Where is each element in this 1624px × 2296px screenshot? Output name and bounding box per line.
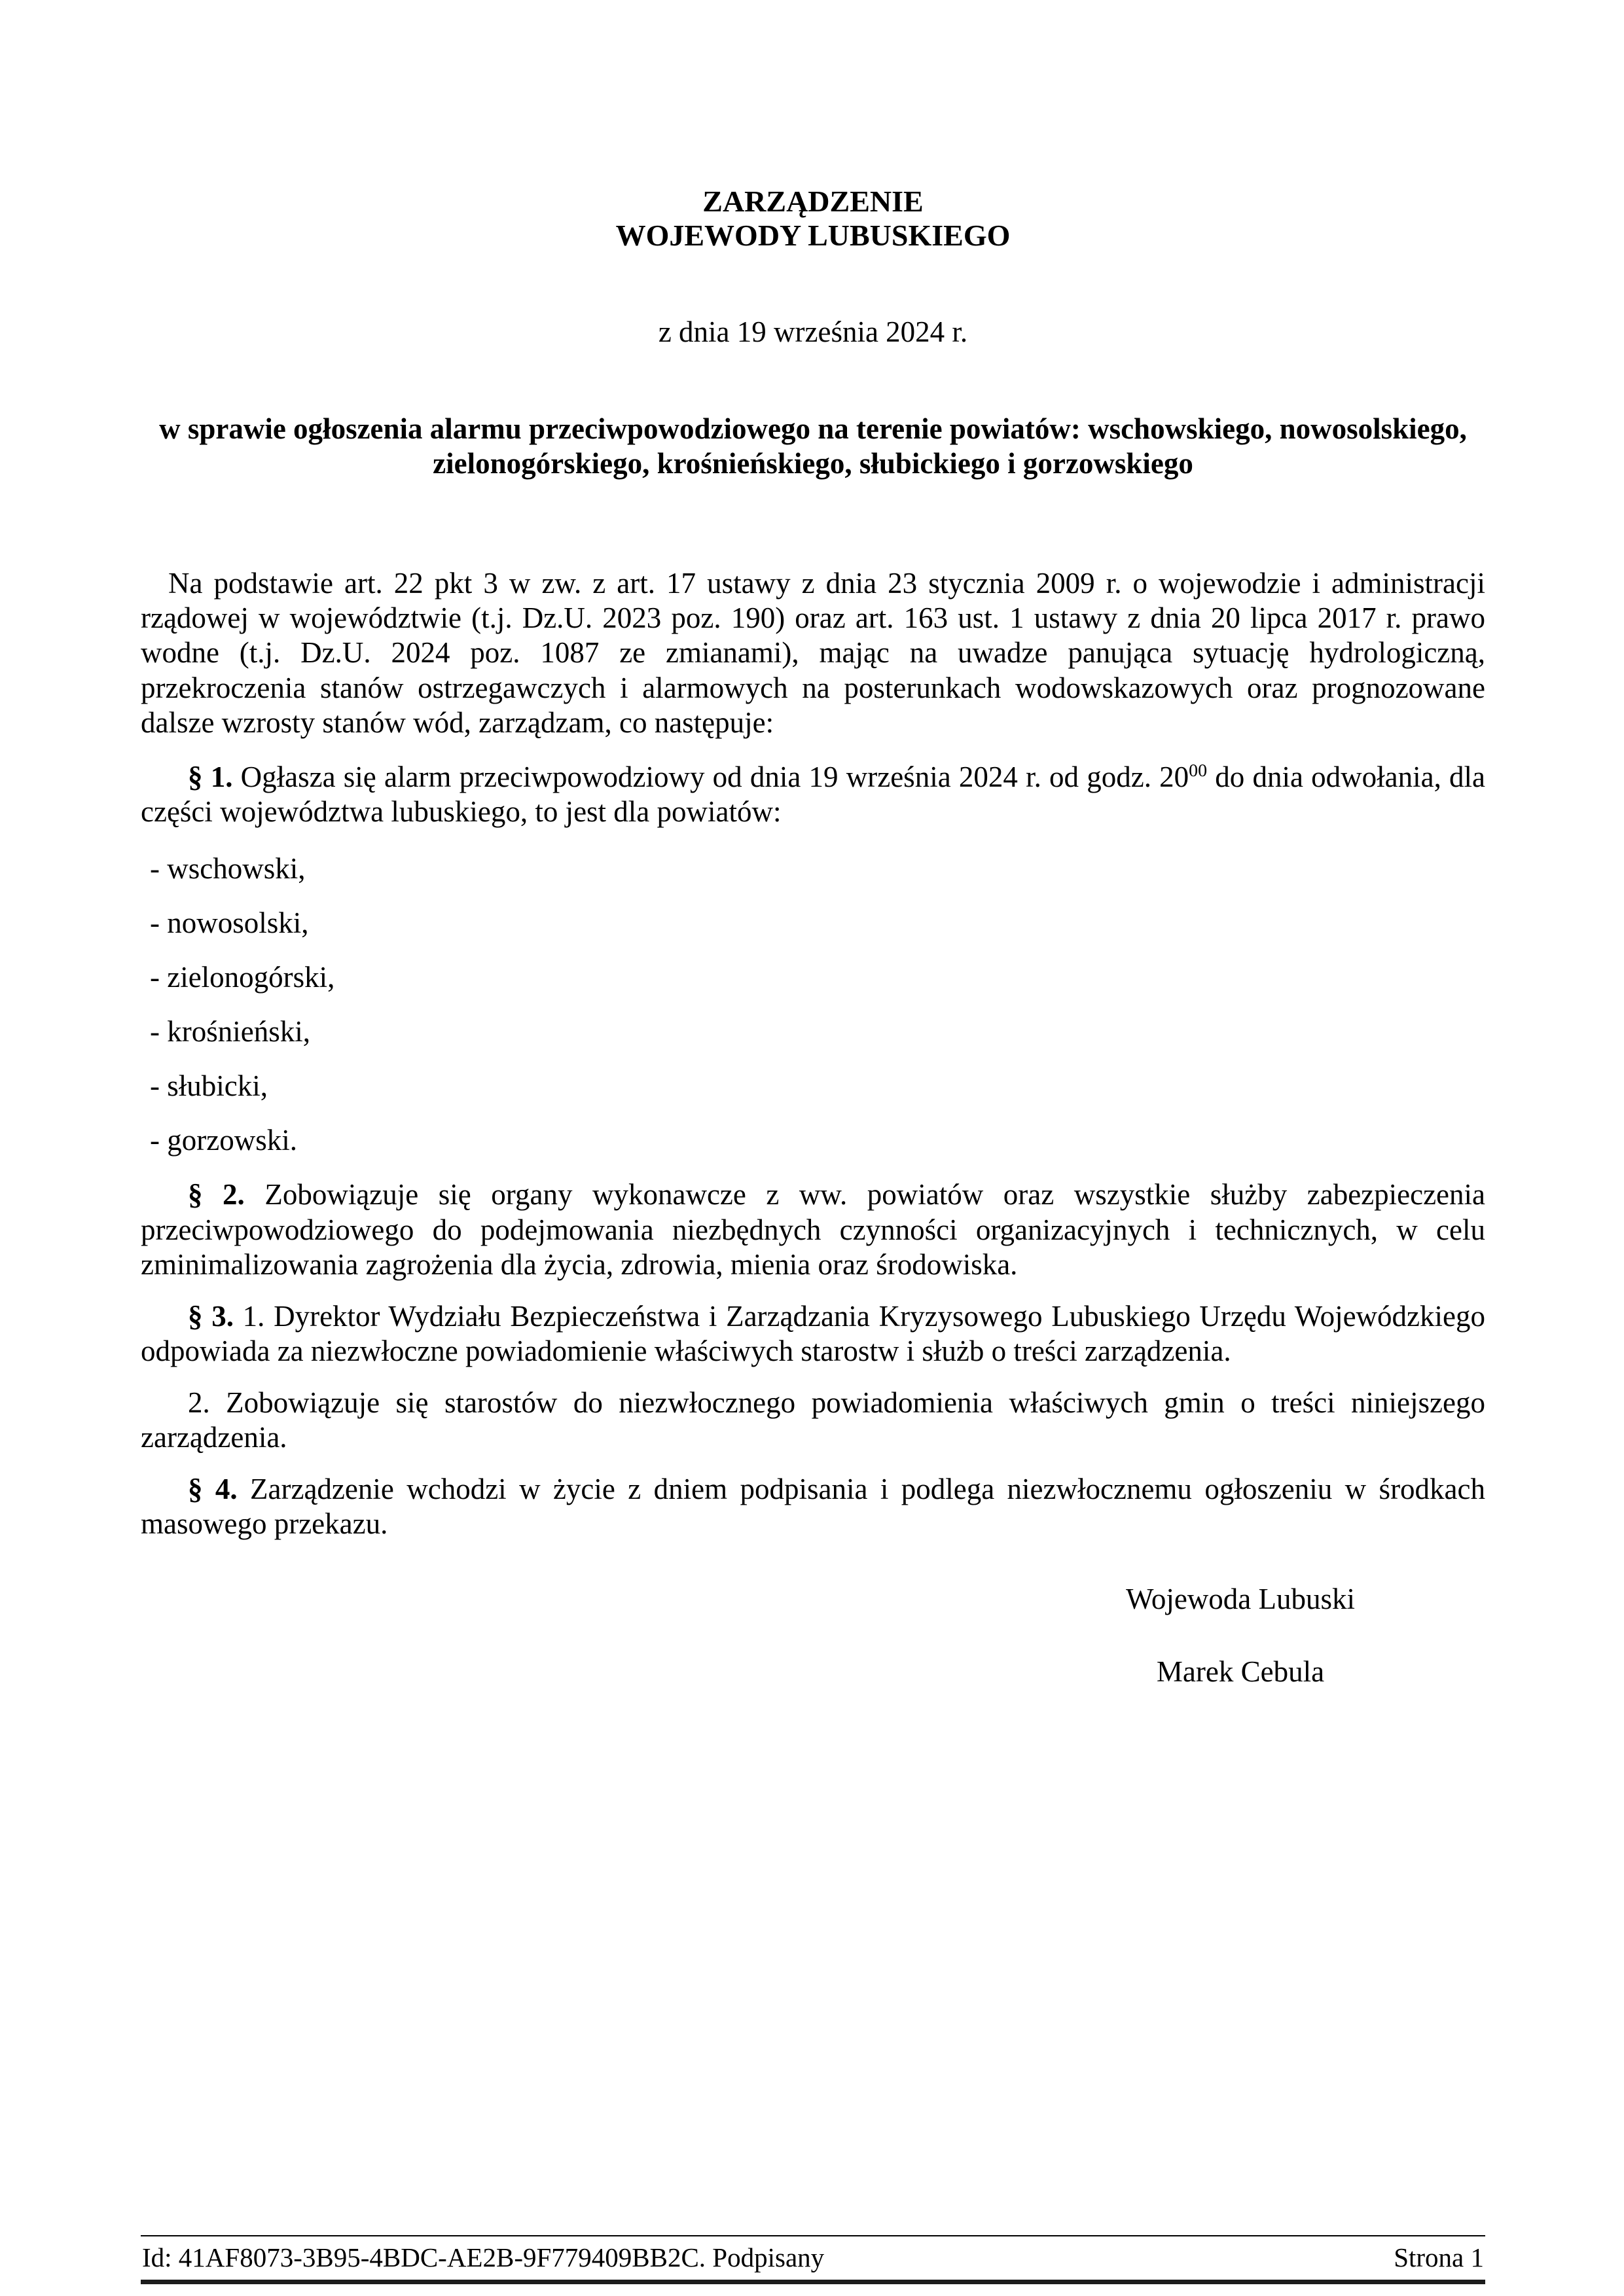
paragraph-4-text: Zarządzenie wchodzi w życie z dniem podpisania i podlega niezwłocznemu ogłoszeniu w środkach masowego przekazu. xyxy=(141,1473,1485,1541)
list-item: - gorzowski. xyxy=(150,1124,297,1157)
signature-name: Marek Cebula xyxy=(1156,1655,1325,1689)
paragraph-1-superscript: 00 xyxy=(1189,760,1208,781)
paragraph-1 xyxy=(141,760,1485,829)
paragraph-3-point-1-text: 1. Dyrektor Wydziału Bezpieczeństwa i Zarządzania Kryzysowego Lubuskiego Urzędu Wojewódzkiego odpowiada za niezwłoczne powiadomienie właściwych starostw i służb o treści zarządzenia. xyxy=(141,1299,1485,1367)
signature-title: Wojewoda Lubuski xyxy=(1125,1583,1356,1616)
footer-bottom-bar xyxy=(141,2280,1485,2284)
paragraph-1-label: § 1. xyxy=(188,760,233,793)
title-line-2: WOJEWODY LUBUSKIEGO xyxy=(615,218,1011,252)
list-item: - słubicki, xyxy=(150,1069,268,1103)
footer-page-number: Strona 1 xyxy=(1394,2242,1484,2272)
list-item: - nowosolski, xyxy=(150,906,309,939)
paragraph-2-label: § 2. xyxy=(188,1178,245,1211)
document-body xyxy=(141,566,1485,1689)
signature-block xyxy=(998,1582,1483,1689)
page-footer xyxy=(141,2235,1485,2284)
document-date: z dnia 19 września 2024 r. xyxy=(658,315,968,349)
paragraph-1-text-a: Ogłasza się alarm przeciwpowodziowy od dnia 19 września 2024 r. od godz. 20 xyxy=(232,760,1189,793)
paragraph-3-point-2: 2. Zobowiązuje się starostów do niezwłocznego powiadomienia właściwych gmin o treści niniejszego zarządzenia. xyxy=(141,1386,1485,1454)
paragraph-2-text: Zobowiązuje się organy wykonawcze z ww. powiatów oraz wszystkie służby zabezpieczenia przeciwpowodziowego do podejmowania niezbędnych czynności organizacyjnych i technicznych, w celu zminimalizowania zagrożenia dla życia, zdrowia, mienia oraz środowiska. xyxy=(141,1178,1486,1281)
paragraph-4 xyxy=(141,1472,1485,1541)
document-title xyxy=(141,185,1485,252)
list-item: - krośnieński, xyxy=(150,1015,310,1049)
paragraph-1-text-b: do dnia odwołania, dla części województwa lubuskiego, to jest dla powiatów: xyxy=(141,760,1485,828)
districts-list xyxy=(141,852,1485,1158)
paragraph-3-label: § 3. xyxy=(188,1299,234,1333)
list-item: - zielonogórski, xyxy=(150,961,335,994)
title-line-1: ZARZĄDZENIE xyxy=(702,185,924,218)
paragraph-3-point-1 xyxy=(141,1299,1485,1369)
paragraph-2 xyxy=(141,1177,1485,1282)
footer-row xyxy=(141,2236,1485,2280)
document-subject: w sprawie ogłoszenia alarmu przeciwpowodziowego na terenie powiatów: wschowskiego, nowosolskiego, zielonogórskiego, krośnieńskiego, słubickiego i gorzowskiego xyxy=(159,412,1467,480)
list-item: - wschowski, xyxy=(150,852,306,885)
paragraph-4-label: § 4. xyxy=(188,1473,238,1506)
footer-document-id: Id: 41AF8073-3B95-4BDC-AE2B-9F779409BB2C. Podpisany xyxy=(142,2242,825,2272)
preamble-paragraph: Na podstawie art. 22 pkt 3 w zw. z art. 17 ustawy z dnia 23 stycznia 2009 r. o wojewodzie i administracji rządowej w województwie (t.j. Dz.U. 2023 poz. 190) oraz art. 163 ust. 1 ustawy z dnia 20 lipca 2017 r. prawo wodne (t.j. Dz.U. 2024 poz. 1087 ze zmianami), mając na uwadze panująca sytuację hydrologiczną, przekroczenia stanów ostrzegawczych i alarmowych na posterunkach wodowskazowych oraz prognozowane dalsze wzrosty stanów wód, zarządzam, co następuje: xyxy=(141,567,1485,739)
